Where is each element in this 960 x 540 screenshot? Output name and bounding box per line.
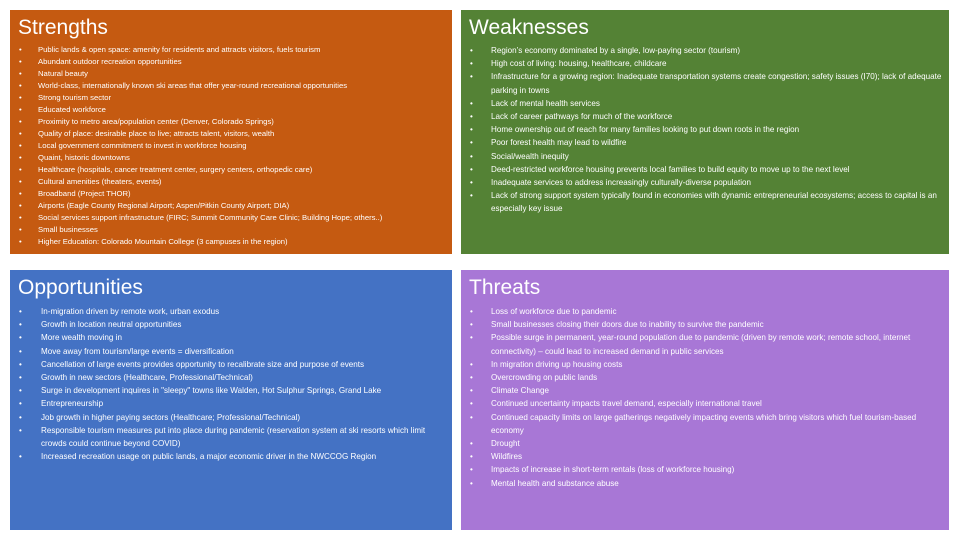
- list-item: • Proximity to metro area/population center (Denver, Colorado Springs): [19, 116, 446, 128]
- list-item: • Quality of place: desirable place to live; attracts talent, visitors, wealth: [19, 128, 446, 140]
- opportunities-list: [19, 305, 446, 463]
- list-item: • In-migration driven by remote work, urban exodus: [19, 305, 446, 318]
- list-item: • Surge in development inquires in "sleepy" towns like Walden, Hot Sulphur Springs, Grand Lake: [19, 384, 446, 397]
- list-item: • Overcrowding on public lands: [470, 371, 945, 384]
- list-item: • Continued uncertainty impacts travel demand, especially international travel: [470, 397, 945, 410]
- opportunities-panel: [10, 270, 452, 530]
- opportunities-title: Opportunities: [18, 276, 143, 299]
- list-item: • Increased recreation usage on public lands, a major economic driver in the NWCCOG Region: [19, 450, 446, 463]
- list-item: • Mental health and substance abuse: [470, 477, 945, 490]
- list-item: • Public lands & open space: amenity for residents and attracts visitors, fuels tourism: [19, 44, 446, 56]
- list-item: • Educated workforce: [19, 104, 446, 116]
- list-item: • Responsible tourism measures put into place during pandemic (reservation system at ski resorts which limit crowds could continue beyond COVID): [19, 424, 446, 450]
- list-item: • More wealth moving in: [19, 331, 446, 344]
- weaknesses-panel: [461, 10, 949, 254]
- list-item: • Small businesses: [19, 224, 446, 236]
- list-item: • Strong tourism sector: [19, 92, 446, 104]
- list-item: • Entrepreneurship: [19, 397, 446, 410]
- list-item: • Cultural amenities (theaters, events): [19, 176, 446, 188]
- list-item: • Social/wealth inequity: [470, 150, 947, 163]
- list-item: • Lack of career pathways for much of the workforce: [470, 110, 947, 123]
- threats-list: [470, 305, 945, 490]
- list-item: • Healthcare (hospitals, cancer treatment center, surgery centers, orthopedic care): [19, 164, 446, 176]
- list-item: • Job growth in higher paying sectors (Healthcare; Professional/Technical): [19, 411, 446, 424]
- list-item: • Small businesses closing their doors due to inability to survive the pandemic: [470, 318, 945, 331]
- list-item: • Drought: [470, 437, 945, 450]
- list-item: • Continued capacity limits on large gatherings negatively impacting events which bring visitors which fuel tourism-based economy: [470, 411, 945, 437]
- list-item: • Infrastructure for a growing region: Inadequate transportation systems create congestion; safety issues (I70); lack of adequate parking in towns: [470, 70, 947, 96]
- strengths-panel: [10, 10, 452, 254]
- list-item: • Broadband (Project THOR): [19, 188, 446, 200]
- list-item: • Natural beauty: [19, 68, 446, 80]
- list-item: • Possible surge in permanent, year-round population due to pandemic (driven by remote work; remote school, internet connectivity) – could lead to increased demand in public services: [470, 331, 945, 357]
- list-item: • Loss of workforce due to pandemic: [470, 305, 945, 318]
- list-item: • Inadequate services to address increasingly culturally-diverse population: [470, 176, 947, 189]
- list-item: • Wildfires: [470, 450, 945, 463]
- list-item: • Home ownership out of reach for many families looking to put down roots in the region: [470, 123, 947, 136]
- list-item: • World-class, internationally known ski areas that offer year-round recreational opportunities: [19, 80, 446, 92]
- list-item: • Move away from tourism/large events = diversification: [19, 345, 446, 358]
- threats-title: Threats: [469, 276, 541, 299]
- list-item: • Airports (Eagle County Regional Airport; Aspen/Pitkin County Airport; DIA): [19, 200, 446, 212]
- list-item: • Cancellation of large events provides opportunity to recalibrate size and purpose of events: [19, 358, 446, 371]
- list-item: • Lack of strong support system typically found in economies with dynamic entrepreneurial ecosystems; access to capital is an especially key issue: [470, 189, 947, 215]
- list-item: • Higher Education: Colorado Mountain College (3 campuses in the region): [19, 236, 446, 248]
- strengths-list: [19, 44, 446, 248]
- threats-panel: [461, 270, 949, 530]
- list-item: • Deed-restricted workforce housing prevents local families to build equity to move up to the next level: [470, 163, 947, 176]
- list-item: • Abundant outdoor recreation opportunities: [19, 56, 446, 68]
- list-item: • Lack of mental health services: [470, 97, 947, 110]
- list-item: • Growth in location neutral opportunities: [19, 318, 446, 331]
- list-item: • Growth in new sectors (Healthcare, Professional/Technical): [19, 371, 446, 384]
- list-item: • Climate Change: [470, 384, 945, 397]
- list-item: • Quaint, historic downtowns: [19, 152, 446, 164]
- list-item: • Social services support infrastructure (FIRC; Summit Community Care Clinic; Building Hope; others..): [19, 212, 446, 224]
- list-item: • In migration driving up housing costs: [470, 358, 945, 371]
- list-item: • Region’s economy dominated by a single, low-paying sector (tourism): [470, 44, 947, 57]
- weaknesses-title: Weaknesses: [469, 16, 589, 39]
- strengths-title: Strengths: [18, 16, 108, 39]
- list-item: • Local government commitment to invest in workforce housing: [19, 140, 446, 152]
- weaknesses-list: [470, 44, 947, 216]
- list-item: • Poor forest health may lead to wildfire: [470, 136, 947, 149]
- list-item: • Impacts of increase in short-term rentals (loss of workforce housing): [470, 463, 945, 476]
- list-item: • High cost of living: housing, healthcare, childcare: [470, 57, 947, 70]
